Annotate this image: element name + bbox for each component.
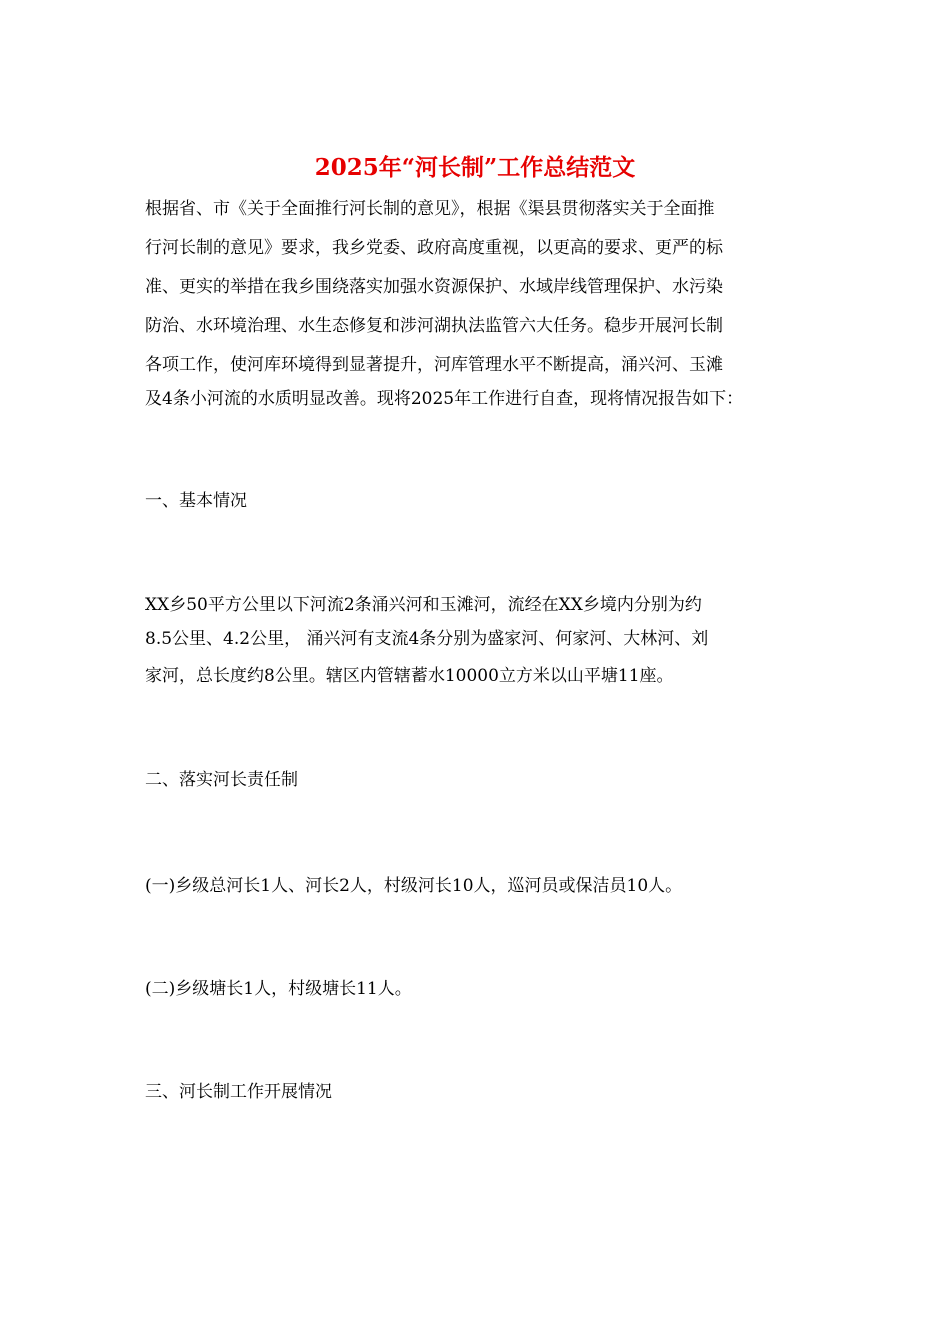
section-heading-responsibility: 二、落实河长责任制 — [145, 770, 298, 790]
intro-line: 根据省、市《关于全面推行河长制的意见》，根据《渠县贯彻落实关于全面推 — [145, 199, 715, 219]
section2-item-2: (二)乡级塘长1人，村级塘长11人。 — [145, 979, 412, 999]
intro-line: 防治、水环境治理、水生态修复和涉河湖执法监管六大任务。稳步开展河长制 — [145, 316, 723, 336]
intro-line: 及4条小河流的水质明显改善。现将2025年工作进行自查，现将情况报告如下： — [145, 389, 744, 409]
section2-item-1: (一)乡级总河长1人、河长2人，村级河长10人，巡河员或保洁员10人。 — [145, 876, 683, 896]
section1-line: 家河，总长度约8公里。辖区内管辖蓄水10000立方米以山平塘11座。 — [145, 666, 674, 686]
document-title: 2025年“河长制”工作总结范文 — [314, 154, 636, 181]
section-heading-progress: 三、河长制工作开展情况 — [145, 1082, 332, 1102]
section1-line: XX乡50平方公里以下河流2条涌兴河和玉滩河，流经在XX乡境内分别为约 — [145, 595, 702, 615]
intro-line: 行河长制的意见》要求，我乡党委、政府高度重视，以更高的要求、更严的标 — [145, 238, 723, 258]
section1-line: 8.5公里、4.2公里， 涌兴河有支流4条分别为盛家河、何家河、大林河、刘 — [145, 629, 709, 649]
intro-line: 各项工作，使河库环境得到显著提升，河库管理水平不断提高，涌兴河、玉滩 — [145, 355, 723, 375]
section-heading-basic: 一、基本情况 — [145, 491, 247, 511]
intro-line: 准、更实的举措在我乡围绕落实加强水资源保护、水域岸线管理保护、水污染 — [145, 277, 723, 297]
